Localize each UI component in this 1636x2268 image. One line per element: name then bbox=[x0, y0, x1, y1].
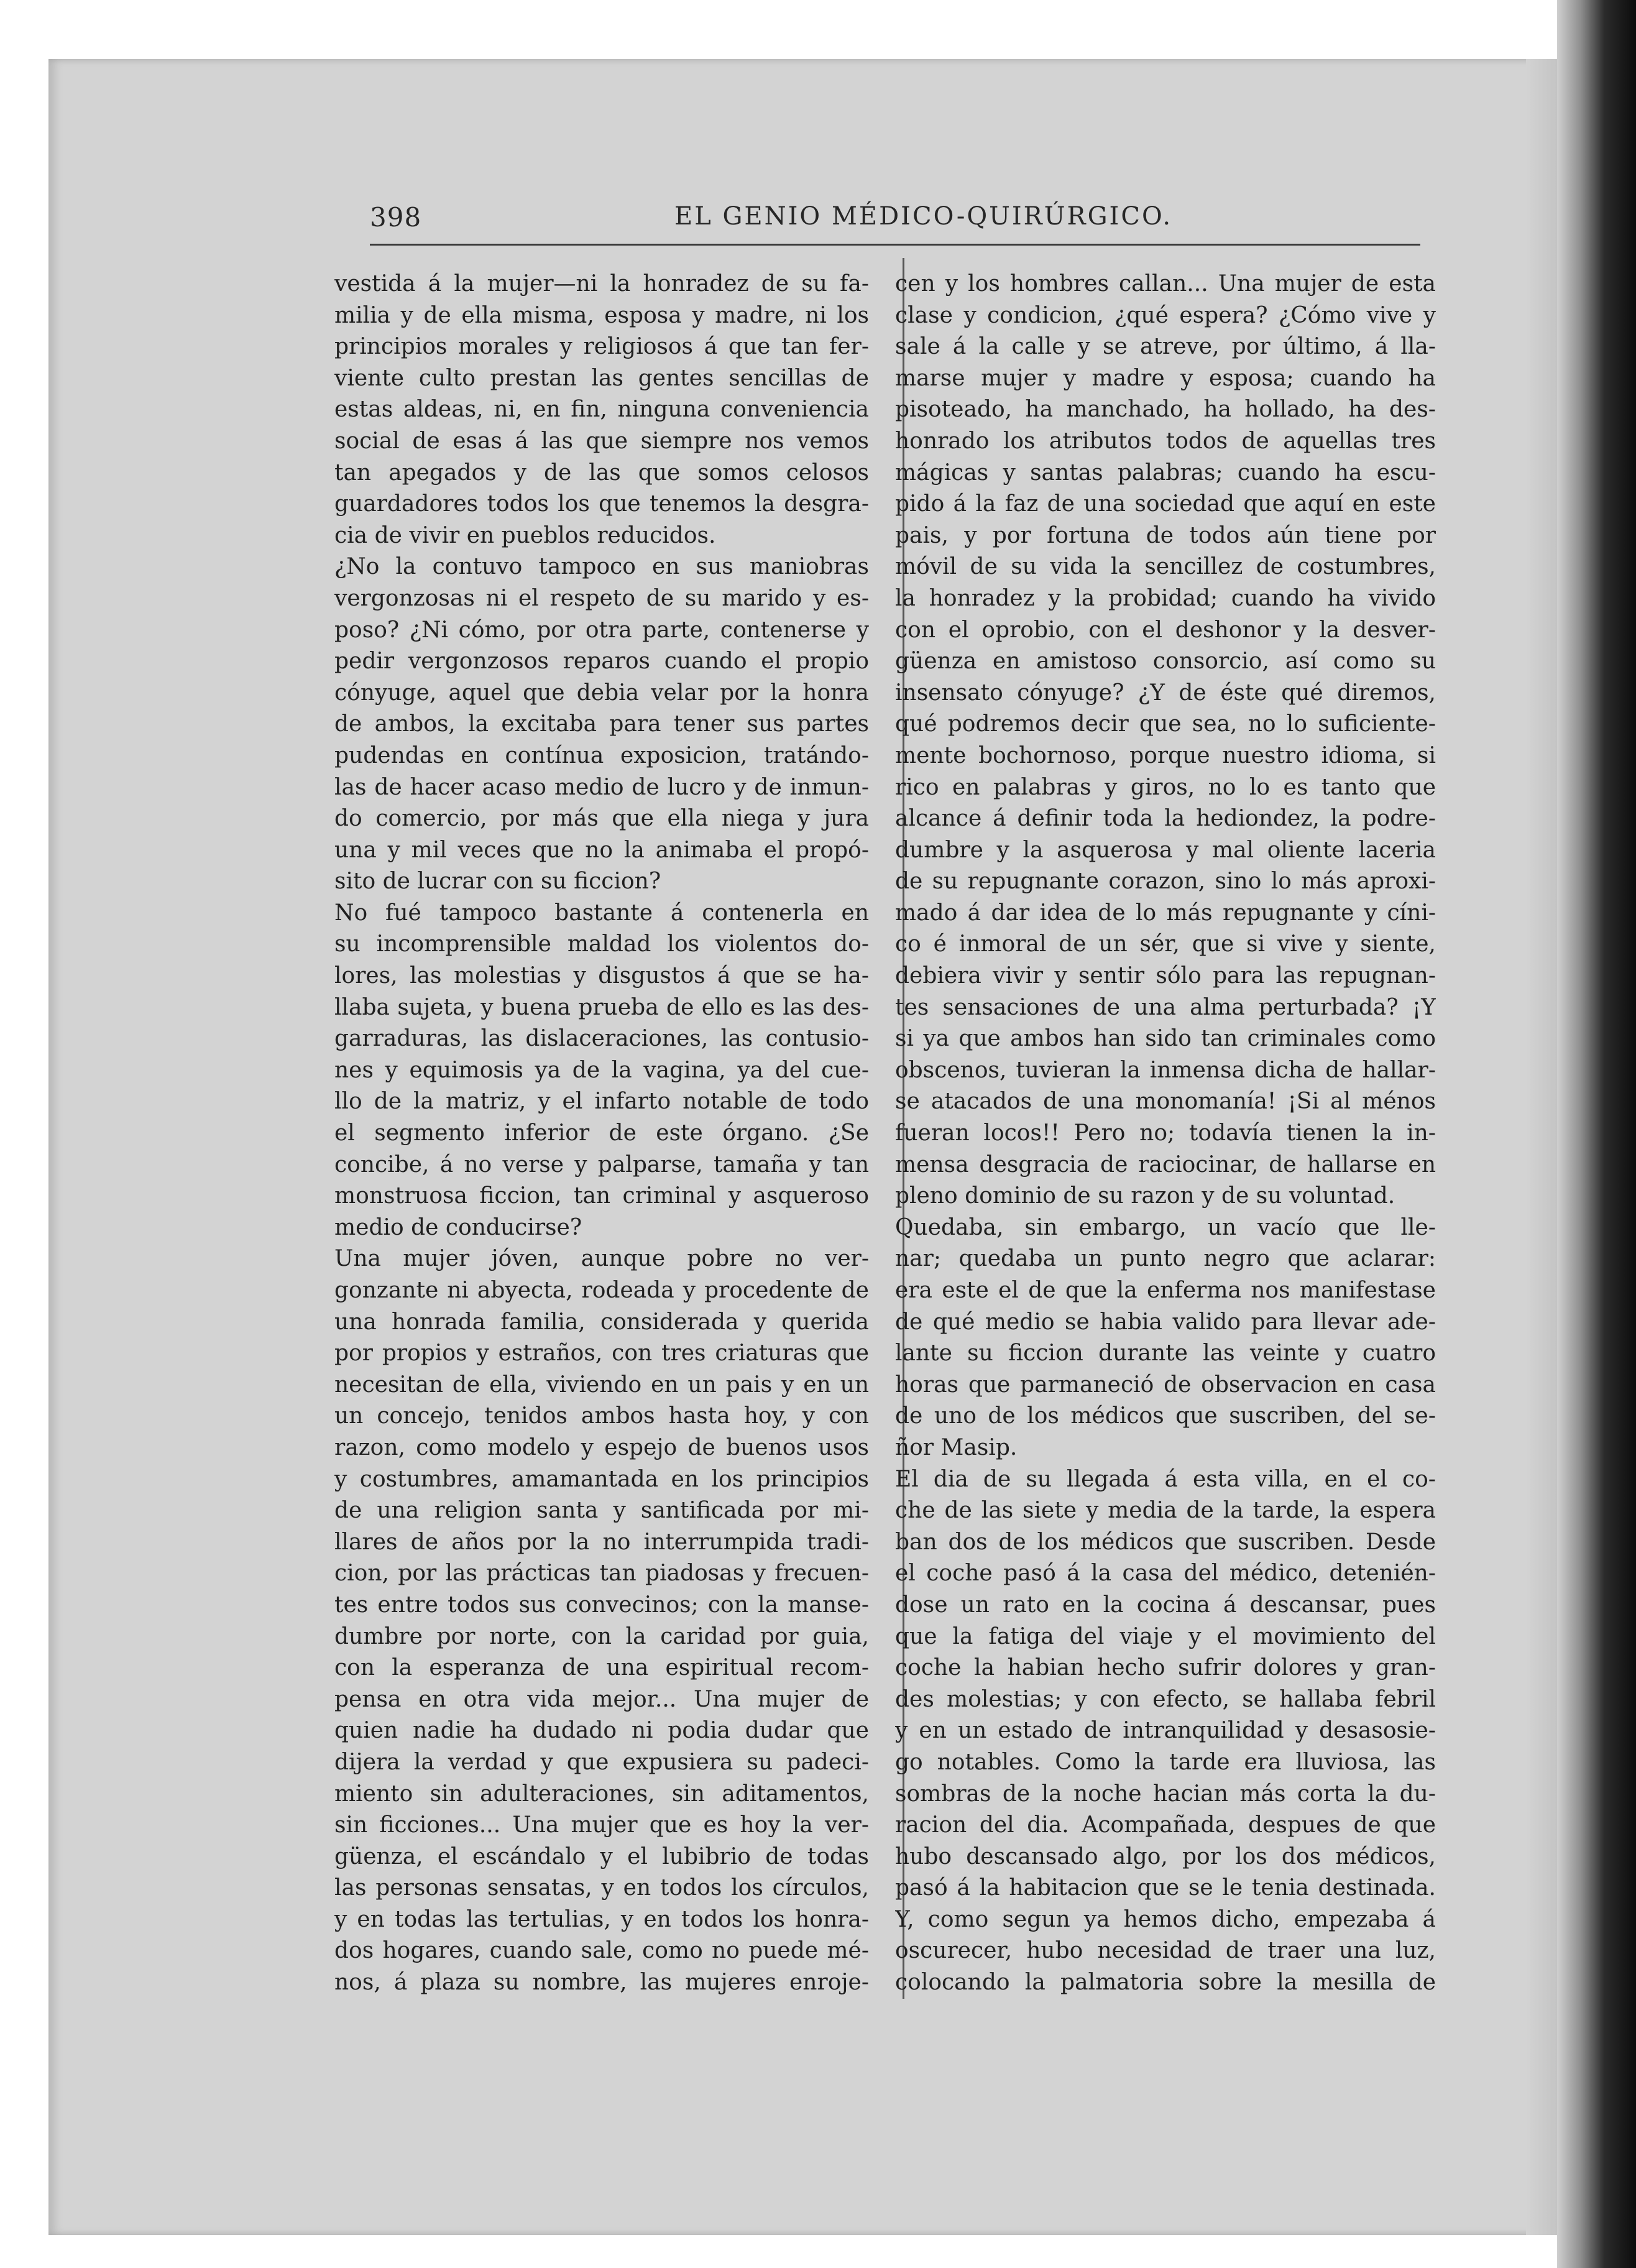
line-text: milia y de ella misma, esposa y madre, ni los bbox=[334, 302, 869, 328]
page-edge bbox=[1526, 59, 1557, 2235]
text-line bbox=[895, 1243, 1436, 1275]
line-text: marse mujer y madre y esposa; cuando ha bbox=[895, 365, 1436, 391]
line-text: era este el de que la enferma nos manifestase bbox=[895, 1278, 1436, 1303]
line-text: el coche pasó á la casa del médico, detenién- bbox=[895, 1560, 1436, 1587]
text-line bbox=[895, 1118, 1436, 1150]
line-text: garraduras, las dislaceraciones, las contusio- bbox=[334, 1026, 869, 1052]
line-text: Quedaba, sin embargo, un vacío que lle- bbox=[895, 1214, 1436, 1240]
line-text: El dia de su llegada á esta villa, en el co- bbox=[895, 1466, 1436, 1492]
text-line bbox=[334, 1621, 869, 1653]
line-text: colocando la palmatoria sobre la mesilla de bbox=[895, 1970, 1436, 1996]
text-line bbox=[334, 1243, 869, 1275]
text-line bbox=[334, 961, 869, 992]
text-line bbox=[895, 1873, 1436, 1904]
text-line bbox=[334, 615, 869, 647]
line-text: ¿No la contuvo tampoco en sus maniobras bbox=[334, 554, 869, 580]
line-text: fueran locos!! Pero no; todavía tienen la in- bbox=[895, 1120, 1436, 1146]
text-line bbox=[334, 1873, 869, 1904]
line-text: y costumbres, amamantada en los principios bbox=[334, 1466, 869, 1492]
text-line bbox=[334, 1432, 869, 1464]
text-line bbox=[334, 1590, 869, 1621]
text-line bbox=[334, 1370, 869, 1401]
text-line bbox=[334, 772, 869, 804]
text-line bbox=[895, 331, 1436, 363]
text-line bbox=[895, 520, 1436, 552]
text-line bbox=[334, 363, 869, 395]
text-line bbox=[895, 1684, 1436, 1716]
text-line bbox=[334, 520, 869, 552]
text-line bbox=[334, 1275, 869, 1307]
line-text: y en todas las tertulias, y en todos los honra- bbox=[334, 1906, 869, 1932]
line-text: mente bochornoso, porque nuestro idioma, si bbox=[895, 742, 1436, 768]
line-text: que la fatiga del viaje y el movimiento del bbox=[895, 1623, 1436, 1649]
line-text: alcance á definir toda la hediondez, la podre- bbox=[895, 806, 1436, 832]
text-line bbox=[895, 835, 1436, 867]
line-text: un concejo, tenidos ambos hasta hoy, y con bbox=[334, 1403, 869, 1429]
text-line bbox=[895, 1432, 1436, 1464]
line-text: mensa desgracia de raciocinar, de hallarse en bbox=[895, 1151, 1436, 1178]
text-line bbox=[334, 898, 869, 929]
line-text: mado á dar idea de lo más repugnante y cíni- bbox=[895, 900, 1436, 926]
text-line bbox=[334, 1023, 869, 1055]
line-text: sin ficciones... Una mujer que es hoy la ver- bbox=[334, 1812, 869, 1838]
text-line bbox=[895, 583, 1436, 615]
line-text: con la esperanza de una espiritual recom- bbox=[334, 1655, 869, 1681]
text-line bbox=[895, 740, 1436, 772]
text-line bbox=[895, 1527, 1436, 1559]
text-line bbox=[895, 1935, 1436, 1967]
line-text: tan apegados y de las que somos celosos bbox=[334, 459, 869, 486]
line-text: che de las siete y media de la tarde, la espera bbox=[895, 1498, 1436, 1524]
line-text: principios morales y religiosos á que tan fer- bbox=[334, 334, 869, 360]
text-line bbox=[334, 489, 869, 520]
text-line bbox=[334, 1842, 869, 1873]
line-text: No fué tampoco bastante á contenerla en bbox=[334, 900, 869, 926]
text-line bbox=[334, 551, 869, 583]
text-line bbox=[334, 1558, 869, 1590]
text-line bbox=[895, 646, 1436, 678]
text-line bbox=[895, 1495, 1436, 1527]
line-text: ban dos de los médicos que suscriben. Desde bbox=[895, 1529, 1436, 1555]
line-text: rico en palabras y giros, no lo es tanto que bbox=[895, 774, 1436, 800]
line-text: dos hogares, cuando sale, como no puede mé- bbox=[334, 1938, 869, 1964]
line-text: si ya que ambos han sido tan criminales como bbox=[895, 1026, 1436, 1052]
text-line bbox=[895, 1023, 1436, 1055]
line-text: Y, como segun ya hemos dicho, empezaba á bbox=[895, 1906, 1436, 1932]
line-text: llaba sujeta, y buena prueba de ello es las des- bbox=[334, 994, 869, 1020]
text-line bbox=[334, 1684, 869, 1716]
text-line bbox=[334, 740, 869, 772]
line-text: qué podremos decir que sea, no lo suficiente- bbox=[895, 711, 1436, 737]
text-line bbox=[895, 269, 1436, 300]
text-line bbox=[334, 992, 869, 1024]
line-text: medio de conducirse? bbox=[334, 1214, 582, 1240]
text-line bbox=[334, 1401, 869, 1432]
text-line bbox=[334, 866, 869, 898]
text-line bbox=[334, 458, 869, 489]
text-line bbox=[895, 1653, 1436, 1684]
line-text: pasó á la habitacion que se le tenia destinada. bbox=[895, 1875, 1436, 1901]
line-text: pais, y por fortuna de todos aún tiene por bbox=[895, 522, 1436, 548]
left-column bbox=[334, 269, 869, 1999]
text-line bbox=[895, 363, 1436, 395]
line-text: ñor Masip. bbox=[895, 1434, 1018, 1460]
text-line bbox=[334, 1653, 869, 1684]
text-line bbox=[334, 1181, 869, 1212]
text-line bbox=[334, 300, 869, 332]
line-text: coche la habian hecho sufrir dolores y gran- bbox=[895, 1655, 1436, 1681]
text-line bbox=[895, 1621, 1436, 1653]
line-text: cen y los hombres callan... Una mujer de esta bbox=[895, 271, 1436, 297]
header-rule bbox=[370, 244, 1420, 246]
running-head: EL GENIO MÉDICO-QUIRÚRGICO. bbox=[674, 202, 1173, 231]
line-text: móvil de su vida la sencillez de costumbres, bbox=[895, 554, 1436, 580]
text-line bbox=[895, 1401, 1436, 1432]
text-line bbox=[895, 1055, 1436, 1087]
line-text: mágicas y santas palabras; cuando ha escu- bbox=[895, 459, 1436, 486]
line-text: su incomprensible maldad los violentos do- bbox=[334, 931, 869, 957]
line-text: tes entre todos sus convecinos; con la manse- bbox=[334, 1592, 869, 1618]
text-line bbox=[895, 551, 1436, 583]
text-line bbox=[895, 1842, 1436, 1873]
text-line bbox=[895, 1275, 1436, 1307]
line-text: viente culto prestan las gentes sencillas de bbox=[334, 365, 869, 391]
line-text: tes sensaciones de una alma perturbada? ¡Y bbox=[895, 994, 1436, 1020]
text-line bbox=[334, 1810, 869, 1842]
line-text: honrado los atributos todos de aquellas tres bbox=[895, 428, 1436, 454]
text-line bbox=[895, 489, 1436, 520]
text-line bbox=[895, 678, 1436, 709]
page-number: 398 bbox=[370, 202, 422, 233]
line-text: pido á la faz de una sociedad que aquí en este bbox=[895, 491, 1436, 517]
right-column bbox=[895, 269, 1436, 1999]
line-text: las de hacer acaso medio de lucro y de inmun- bbox=[334, 774, 869, 800]
line-text: obscenos, tuvieran la inmensa dicha de hallar- bbox=[895, 1057, 1436, 1083]
line-text: la honradez y la probidad; cuando ha vivido bbox=[895, 585, 1436, 611]
text-line bbox=[334, 1935, 869, 1967]
line-text: quien nadie ha dudado ni podia dudar que bbox=[334, 1718, 869, 1744]
line-text: las personas sensatas, y en todos los círculos, bbox=[334, 1875, 869, 1901]
line-text: dumbre y la asquerosa y mal oliente laceria bbox=[895, 837, 1436, 863]
text-line bbox=[895, 1747, 1436, 1779]
binding-shadow bbox=[1557, 0, 1636, 2268]
text-line bbox=[895, 1370, 1436, 1401]
line-text: nar; quedaba un punto negro que aclarar: bbox=[895, 1246, 1436, 1272]
line-text: gonzante ni abyecta, rodeada y procedente de bbox=[334, 1278, 869, 1303]
text-line bbox=[895, 1212, 1436, 1244]
line-text: el segmento inferior de este órgano. ¿Se bbox=[334, 1120, 869, 1146]
text-line bbox=[334, 709, 869, 740]
line-text: pisoteado, ha manchado, ha hollado, ha des- bbox=[895, 397, 1436, 423]
line-text: pleno dominio de su razon y de su voluntad. bbox=[895, 1183, 1395, 1209]
line-text: pensa en otra vida mejor... Una mujer de bbox=[334, 1686, 869, 1712]
text-line bbox=[334, 1715, 869, 1747]
text-line bbox=[895, 1464, 1436, 1496]
text-line bbox=[334, 1118, 869, 1150]
text-line bbox=[334, 1747, 869, 1779]
text-line bbox=[334, 1338, 869, 1370]
text-line bbox=[895, 866, 1436, 898]
text-line bbox=[895, 1150, 1436, 1181]
line-text: concibe, á no verse y palparse, tamaña y tan bbox=[334, 1151, 869, 1178]
line-text: poso? ¿Ni cómo, por otra parte, contenerse y bbox=[334, 617, 869, 643]
text-line bbox=[895, 394, 1436, 426]
line-text: clase y condicion, ¿qué espera? ¿Cómo vive y bbox=[895, 302, 1436, 328]
text-line bbox=[334, 1212, 869, 1244]
line-text: y en un estado de intranquilidad y desasosie- bbox=[895, 1718, 1436, 1744]
line-text: lante su ficcion durante las veinte y cuatro bbox=[895, 1340, 1436, 1367]
line-text: hubo descansado algo, por los dos médicos, bbox=[895, 1843, 1436, 1869]
text-line bbox=[334, 1307, 869, 1339]
text-line bbox=[895, 1810, 1436, 1842]
line-text: Una mujer jóven, aunque pobre no ver- bbox=[334, 1246, 869, 1272]
text-line bbox=[334, 269, 869, 300]
line-text: insensato cónyuge? ¿Y de éste qué diremos, bbox=[895, 680, 1436, 706]
line-text: necesitan de ella, viviendo en un pais y en un bbox=[334, 1371, 869, 1398]
text-line bbox=[334, 1055, 869, 1087]
line-text: do comercio, por más que ella niega y jura bbox=[334, 806, 869, 832]
line-text: de su repugnante corazon, sino lo más aproxi- bbox=[895, 869, 1436, 895]
line-text: pudendas en contínua exposicion, tratándo- bbox=[334, 742, 869, 768]
line-text: con el oprobio, con el deshonor y la desver- bbox=[895, 617, 1436, 643]
line-text: monstruosa ficcion, tan criminal y asqueroso bbox=[334, 1183, 869, 1209]
text-line bbox=[334, 835, 869, 867]
text-line bbox=[334, 426, 869, 458]
text-line bbox=[895, 961, 1436, 992]
text-line bbox=[334, 678, 869, 709]
text-line bbox=[334, 1495, 869, 1527]
line-text: miento sin adulteraciones, sin aditamentos, bbox=[334, 1781, 869, 1807]
line-text: social de esas á las que siempre nos vemos bbox=[334, 428, 869, 454]
line-text: sale á la calle y se atreve, por último, á lla- bbox=[895, 334, 1436, 360]
text-line bbox=[895, 1086, 1436, 1118]
text-line bbox=[334, 1904, 869, 1936]
line-text: dose un rato en la cocina á descansar, pues bbox=[895, 1592, 1436, 1618]
text-line bbox=[895, 1904, 1436, 1936]
line-text: güenza, el escándalo y el lubibrio de todas bbox=[334, 1843, 869, 1869]
text-line bbox=[895, 803, 1436, 835]
line-text: oscurecer, hubo necesidad de traer una luz, bbox=[895, 1938, 1436, 1964]
text-line bbox=[334, 1779, 869, 1810]
line-text: de uno de los médicos que suscriben, del se- bbox=[895, 1403, 1436, 1429]
line-text: sombras de la noche hacian más corta la du- bbox=[895, 1781, 1436, 1807]
text-line bbox=[895, 426, 1436, 458]
line-text: de ambos, la excitaba para tener sus partes bbox=[334, 711, 869, 737]
text-line bbox=[895, 1307, 1436, 1339]
text-line bbox=[334, 1967, 869, 1999]
line-text: por propios y estraños, con tres criaturas que bbox=[334, 1340, 869, 1367]
line-text: de una religion santa y santificada por mi- bbox=[334, 1498, 869, 1524]
text-line bbox=[334, 1464, 869, 1496]
text-line bbox=[334, 331, 869, 363]
text-line bbox=[334, 1086, 869, 1118]
line-text: dumbre por norte, con la caridad por guia, bbox=[334, 1623, 869, 1649]
line-text: vergonzosas ni el respeto de su marido y es- bbox=[334, 585, 869, 611]
line-text: razon, como modelo y espejo de buenos usos bbox=[334, 1434, 869, 1460]
text-line bbox=[895, 992, 1436, 1024]
line-text: cion, por las prácticas tan piadosas y frecuen- bbox=[334, 1560, 869, 1587]
line-text: nos, á plaza su nombre, las mujeres enroje- bbox=[334, 1970, 869, 1996]
line-text: sito de lucrar con su ficcion? bbox=[334, 869, 661, 895]
text-line bbox=[895, 1715, 1436, 1747]
text-line bbox=[334, 1150, 869, 1181]
text-line bbox=[895, 300, 1436, 332]
line-text: estas aldeas, ni, en fin, ninguna conveniencia bbox=[334, 397, 869, 423]
text-line bbox=[895, 458, 1436, 489]
line-text: llares de años por la no interrumpida tradi- bbox=[334, 1529, 869, 1555]
text-line bbox=[895, 615, 1436, 647]
line-text: racion del dia. Acompañada, despues de que bbox=[895, 1812, 1436, 1838]
line-text: horas que parmaneció de observacion en casa bbox=[895, 1371, 1436, 1398]
line-text: güenza en amistoso consorcio, así como su bbox=[895, 648, 1436, 675]
text-line bbox=[895, 1338, 1436, 1370]
line-text: pedir vergonzosos reparos cuando el propio bbox=[334, 648, 869, 675]
line-text: una y mil veces que no la animaba el propó- bbox=[334, 837, 869, 863]
text-line bbox=[334, 1527, 869, 1559]
text-line bbox=[334, 646, 869, 678]
text-line bbox=[895, 709, 1436, 740]
text-line bbox=[895, 1779, 1436, 1810]
line-text: de qué medio se habia valido para llevar ade- bbox=[895, 1309, 1436, 1335]
text-line bbox=[895, 772, 1436, 804]
line-text: vestida á la mujer—ni la honradez de su fa- bbox=[334, 271, 869, 297]
line-text: se atacados de una monomanía! ¡Si al ménos bbox=[895, 1089, 1436, 1115]
line-text: una honrada familia, considerada y querida bbox=[334, 1309, 869, 1335]
text-line bbox=[895, 1967, 1436, 1999]
text-line bbox=[334, 394, 869, 426]
line-text: cia de vivir en pueblos reducidos. bbox=[334, 522, 716, 548]
line-text: dijera la verdad y que expusiera su padeci- bbox=[334, 1749, 869, 1775]
line-text: llo de la matriz, y el infarto notable de todo bbox=[334, 1089, 869, 1115]
line-text: lores, las molestias y disgustos á que se ha- bbox=[334, 963, 869, 989]
text-line bbox=[334, 583, 869, 615]
line-text: cónyuge, aquel que debia velar por la honra bbox=[334, 680, 869, 706]
line-text: guardadores todos los que tenemos la desgra- bbox=[334, 491, 869, 517]
text-line bbox=[895, 929, 1436, 961]
line-text: debiera vivir y sentir sólo para las repugnan- bbox=[895, 963, 1436, 989]
text-line bbox=[334, 803, 869, 835]
line-text: co é inmoral de un sér, que si vive y siente, bbox=[895, 931, 1436, 957]
text-line bbox=[895, 1558, 1436, 1590]
line-text: go notables. Como la tarde era lluviosa, las bbox=[895, 1749, 1436, 1775]
text-line bbox=[895, 1181, 1436, 1212]
line-text: nes y equimosis ya de la vagina, ya del cue- bbox=[334, 1057, 869, 1083]
text-line bbox=[895, 898, 1436, 929]
text-line bbox=[895, 1590, 1436, 1621]
line-text: des molestias; y con efecto, se hallaba febril bbox=[895, 1686, 1436, 1712]
text-line bbox=[334, 929, 869, 961]
